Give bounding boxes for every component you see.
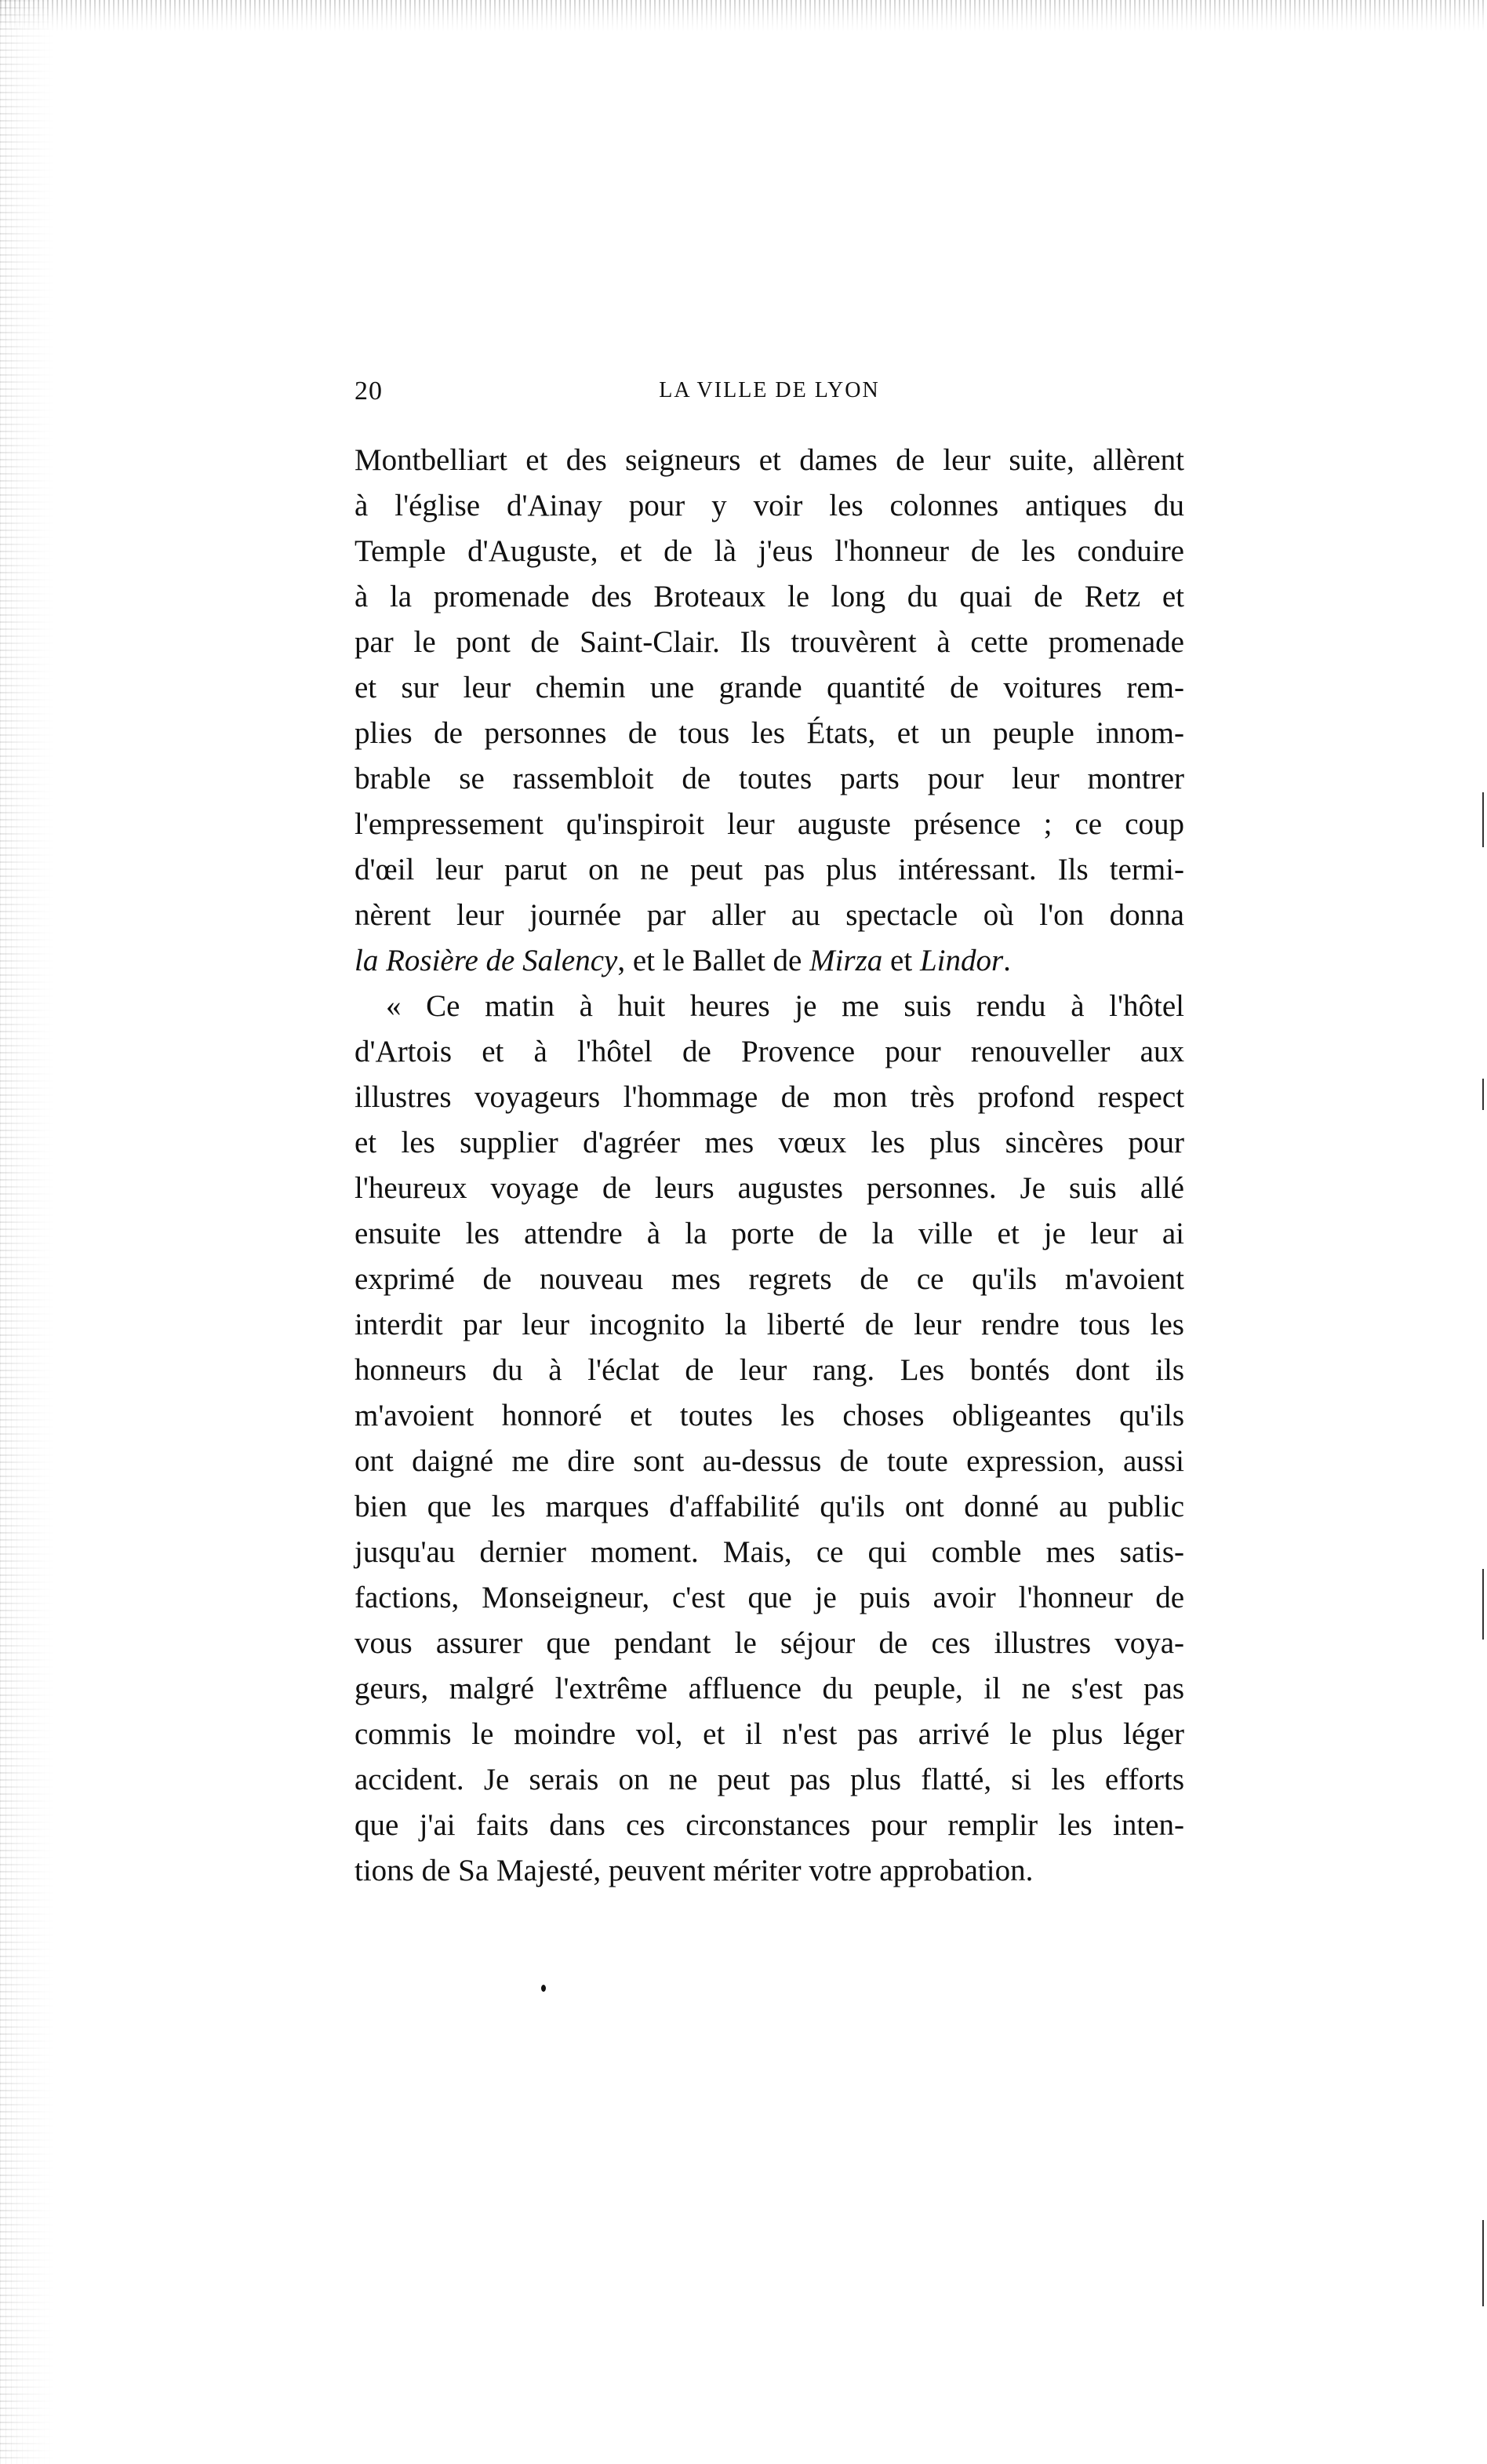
text-line: par le pont de Saint-Clair. Ils trouvèrent à cette promenade bbox=[354, 625, 1184, 659]
text-line: nèrent leur journée par aller au spectacle où l'on donna bbox=[354, 898, 1184, 932]
book-page bbox=[354, 369, 1184, 1894]
text-line: vous assurer que pendant le séjour de ces illustres voya- bbox=[354, 1626, 1184, 1660]
text-line: à la promenade des Broteaux le long du quai de Retz et bbox=[354, 580, 1184, 613]
text-line: d'Artois et à l'hôtel de Provence pour renouveller aux bbox=[354, 1035, 1184, 1068]
scan-edge-mark bbox=[1482, 792, 1484, 847]
text-line: geurs, malgré l'extrême affluence du peuple, il ne s'est pas bbox=[354, 1672, 1184, 1705]
italic-title: Lindor bbox=[919, 944, 1004, 977]
text-run: et bbox=[882, 944, 920, 977]
ink-speck bbox=[541, 1985, 546, 1992]
text-line: bien que les marques d'affabilité qu'ils ont donné au public bbox=[354, 1490, 1184, 1523]
text-line: exprimé de nouveau mes regrets de ce qu'ils m'avoient bbox=[354, 1262, 1184, 1296]
text-line: tions de Sa Majesté, peuvent mériter votre approbation. bbox=[354, 1854, 1034, 1887]
scan-edge-mark bbox=[1482, 1569, 1484, 1640]
running-header bbox=[354, 369, 1184, 416]
text-line: que j'ai faits dans ces circonstances pour remplir les inten- bbox=[354, 1808, 1184, 1842]
text-line: « Ce matin à huit heures je me suis rendu à l'hôtel bbox=[386, 989, 1184, 1023]
text-line: ensuite les attendre à la porte de la ville et je leur ai bbox=[354, 1217, 1184, 1250]
text-line: et les supplier d'agréer mes vœux les plus sincères pour bbox=[354, 1126, 1184, 1159]
text-line: accident. Je serais on ne peut pas plus flatté, si les efforts bbox=[354, 1763, 1184, 1796]
text-line: commis le moindre vol, et il n'est pas arrivé le plus léger bbox=[354, 1717, 1184, 1751]
text-line: l'heureux voyage de leurs augustes personnes. Je suis allé bbox=[354, 1171, 1184, 1205]
scan-noise-top bbox=[0, 0, 1487, 31]
text-line: illustres voyageurs l'hommage de mon très profond respect bbox=[354, 1080, 1184, 1114]
italic-title: la Rosière de Salency bbox=[354, 944, 618, 977]
text-line: m'avoient honnoré et toutes les choses obligeantes qu'ils bbox=[354, 1399, 1184, 1432]
text-line: ont daigné me dire sont au-dessus de toute expression, aussi bbox=[354, 1444, 1184, 1478]
text-line: jusqu'au dernier moment. Mais, ce qui comble mes satis- bbox=[354, 1535, 1184, 1569]
running-title: LA VILLE DE LYON bbox=[659, 378, 880, 402]
text-line: brable se rassembloit de toutes parts pour leur montrer bbox=[354, 762, 1184, 795]
text-run: . bbox=[1003, 944, 1011, 977]
text-line: l'empressement qu'inspiroit leur auguste présence ; ce coup bbox=[354, 807, 1184, 841]
text-line: Montbelliart et des seigneurs et dames de leur suite, allèrent bbox=[354, 443, 1184, 477]
italic-title: Mirza bbox=[809, 944, 883, 977]
page-number: 20 bbox=[354, 377, 383, 406]
text-run: , et le Ballet de bbox=[617, 944, 810, 977]
text-line: interdit par leur incognito la liberté de leur rendre tous les bbox=[354, 1308, 1184, 1341]
text-line: Temple d'Auguste, et de là j'eus l'honneur de les conduire bbox=[354, 534, 1184, 568]
text-line: et sur leur chemin une grande quantité de voitures rem- bbox=[354, 671, 1184, 704]
scan-edge-mark bbox=[1482, 2220, 1484, 2306]
text-line: à l'église d'Ainay pour y voir les colonnes antiques du bbox=[354, 489, 1184, 522]
text-line: d'œil leur parut on ne peut pas plus intéressant. Ils termi- bbox=[354, 853, 1184, 886]
text-line bbox=[354, 938, 1184, 984]
scan-edge-mark bbox=[1482, 1079, 1484, 1110]
scan-noise-left-margin bbox=[0, 0, 55, 2464]
text-line: factions, Monseigneur, c'est que je puis avoir l'honneur de bbox=[354, 1581, 1184, 1614]
body-text bbox=[354, 438, 1184, 1894]
text-line: plies de personnes de tous les États, et un peuple innom- bbox=[354, 716, 1184, 750]
text-line: honneurs du à l'éclat de leur rang. Les bontés dont ils bbox=[354, 1353, 1184, 1387]
